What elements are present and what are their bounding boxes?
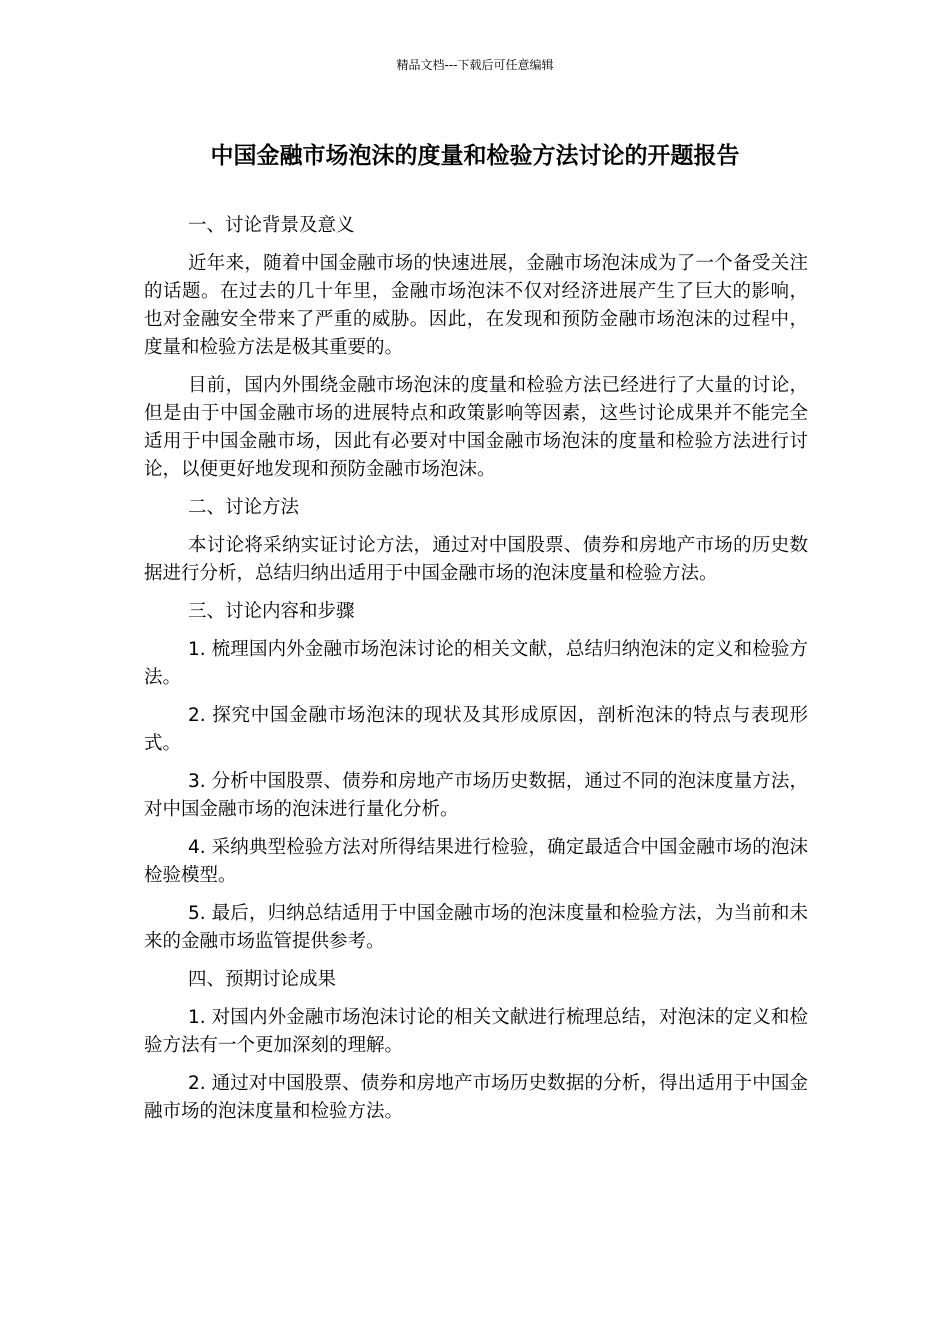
step-item-4: 4. 采纳典型检验方法对所得结果进行检验，确定最适合中国金融市场的泡沫检验模型。 (144, 837, 808, 886)
document-body (144, 212, 808, 1136)
paragraph-background-2: 目前，国内外围绕金融市场泡沫的度量和检验方法已经进行了大量的讨论，但是由于中国金融市场的进展特点和政策影响等因素，这些讨论成果并不能完全适用于中国金融市场，因此有必要对中国金融市场泡沫的度量和检验方法进行讨论，以便更好地发现和预防金融市场泡沫。 (144, 375, 808, 480)
paragraph-method: 本讨论将采纳实证讨论方法，通过对中国股票、债券和房地产市场的历史数据进行分析，总结归纳出适用于中国金融市场的泡沫度量和检验方法。 (144, 535, 808, 584)
result-item-2: 2. 通过对中国股票、债券和房地产市场历史数据的分析，得出适用于中国金融市场的泡沫度量和检验方法。 (144, 1073, 808, 1122)
section-heading-expected-results: 四、预期讨论成果 (188, 969, 337, 990)
page-header-note: 精品文档---下载后可任意编辑 (396, 58, 554, 72)
step-item-2: 2. 探究中国金融市场泡沫的现状及其形成原因，剖析泡沫的特点与表现形式。 (144, 705, 808, 754)
section-heading-content-steps: 三、讨论内容和步骤 (188, 601, 355, 622)
step-item-1: 1. 梳理国内外金融市场泡沫讨论的相关文献，总结归纳泡沫的定义和检验方法。 (144, 639, 808, 688)
document-title: 中国金融市场泡沫的度量和检验方法讨论的开题报告 (210, 143, 740, 169)
step-item-3: 3. 分析中国股票、债券和房地产市场历史数据，通过不同的泡沫度量方法，对中国金融市场的泡沫进行量化分析。 (144, 771, 808, 820)
section-heading-method: 二、讨论方法 (188, 497, 300, 518)
section-heading-background: 一、讨论背景及意义 (188, 215, 355, 236)
result-item-1: 1. 对国内外金融市场泡沫讨论的相关文献进行梳理总结，对泡沫的定义和检验方法有一个更加深刻的理解。 (144, 1007, 808, 1056)
step-item-5: 5. 最后，归纳总结适用于中国金融市场的泡沫度量和检验方法，为当前和未来的金融市场监管提供参考。 (144, 903, 808, 952)
paragraph-background-1: 近年来，随着中国金融市场的快速进展，金融市场泡沫成为了一个备受关注的话题。在过去的几十年里，金融市场泡沫不仅对经济进展产生了巨大的影响，也对金融安全带来了严重的威胁。因此，在发现和预防金融市场泡沫的过程中，度量和检验方法是极其重要的。 (144, 253, 808, 358)
